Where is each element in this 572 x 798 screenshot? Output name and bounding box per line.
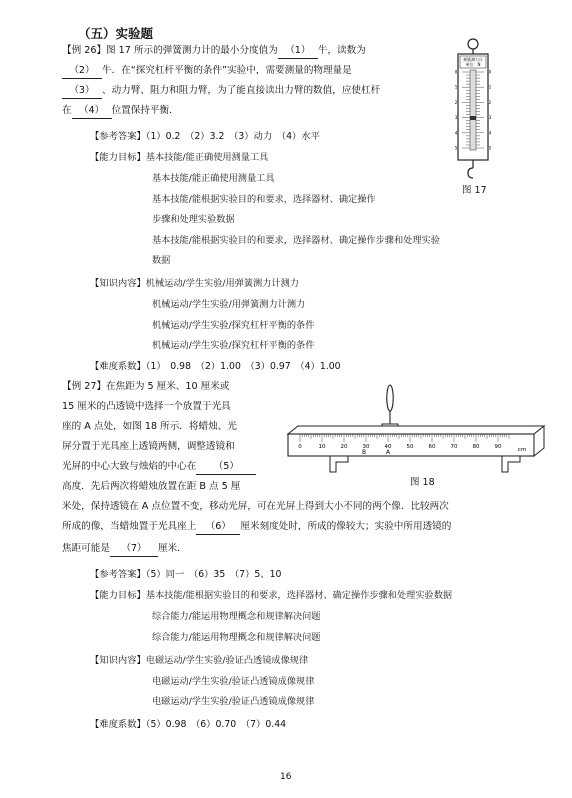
- ex26-answer: 【参考答案】（1）0.2 （2）3.2 （3）动力 （4）水平: [90, 131, 320, 142]
- bench-tick-label: 60: [428, 444, 436, 450]
- top-ring: [468, 39, 478, 49]
- point-b-label: B: [361, 449, 367, 456]
- spring-scale-figure: [446, 36, 506, 194]
- ex27-blank5: （5）: [196, 460, 256, 475]
- figure17-caption: 图 17: [462, 185, 487, 196]
- ex26-ability-item: 数据: [152, 255, 171, 266]
- scale-tick-label: 0: [454, 69, 458, 75]
- cm-unit-label: cm: [517, 447, 527, 453]
- ex26-difficulty: 【难度系数】（1） 0.98 （2）1.00 （3）0.97 （4）1.00: [90, 361, 341, 372]
- ex26-ability-tag: 【能力目标】基本技能/能正确使用测量工具: [90, 152, 269, 163]
- optical-bench-figure: [278, 384, 548, 474]
- ex26-line1: 【例 26】图 17 所示的弹簧测力计的最小分度值为 （1） 牛，读数为: [62, 44, 366, 59]
- scale-tick-label: 0: [488, 69, 492, 75]
- ex27-answer: 【参考答案】（5）同一 （6）35 （7）5、10: [90, 569, 282, 580]
- bench-tick-label: 50: [406, 444, 414, 450]
- scale-tick-label: 2: [454, 99, 458, 105]
- ex27-line3: 座的 A 点处，如图 18 所示．将蜡烛、光: [62, 421, 237, 432]
- ex27-difficulty: 【难度系数】（5）0.98 （6）0.70 （7）0.44: [90, 719, 287, 730]
- page-number: 16: [280, 772, 292, 782]
- spring-slot: [470, 70, 476, 150]
- ex27-knowledge-tag: 【知识内容】电磁运动/学生实验/验证凸透镜成像规律: [90, 655, 309, 666]
- ex26-line4: 在 （4） 位置保持平衡．: [62, 104, 179, 119]
- scale-tick-label: 5: [454, 145, 458, 151]
- ex27-line4: 屏分置于光具座上透镜两侧，调整透镜和: [62, 441, 235, 452]
- scale-tick-label: 3: [488, 115, 492, 121]
- ex26-knowledge-item: 机械运动/学生实验/探究杠杆平衡的条件: [152, 340, 315, 351]
- scale-tick-label: 4: [488, 130, 492, 136]
- ex26-ability-item: 基本技能/能根据实验目的和要求，选择器材、确定操作步骤和处理实验: [152, 235, 440, 246]
- ex26-line2: （2） 牛．在“探究杠杆平衡的条件”实验中，需要测量的物理量是: [62, 64, 352, 79]
- bench-leg-right: [502, 456, 520, 472]
- section-title: （五）实验题: [78, 26, 154, 41]
- ex27-line2: 15 厘米的凸透镜中选择一个放置于光具: [62, 401, 231, 412]
- bench-tick-label: 0: [298, 444, 302, 450]
- ex26-ability-item: 基本技能/能根据实验目的和要求，选择器材、确定操作: [152, 194, 376, 205]
- ex26-knowledge-item: 机械运动/学生实验/用弹簧测力计测力: [152, 299, 306, 310]
- ex27-blank7: （7）: [110, 542, 158, 557]
- scale-tick-label: 2: [488, 99, 492, 105]
- bench-tick-label: 40: [384, 444, 392, 450]
- ex26-blank1: （1）: [278, 44, 318, 59]
- ex26-blank3: （3）: [62, 84, 102, 99]
- scale-tick-label: 1: [488, 84, 492, 90]
- ex27-blank6: （6）: [196, 520, 240, 535]
- scale-label: 弹簧测力计: [463, 57, 483, 62]
- ex26-ability-item: 基本技能/能正确使用测量工具: [152, 173, 275, 184]
- ex27-ability-item: 综合能力/能运用物理概念和规律解决问题: [152, 632, 321, 643]
- hook: [468, 168, 473, 178]
- scale-tick-label: 4: [454, 130, 458, 136]
- pointer: [470, 116, 476, 120]
- bench-tick-label: 70: [450, 444, 458, 450]
- bench-tick-label: 20: [340, 444, 348, 450]
- ex26-blank4: （4）: [72, 104, 112, 119]
- scale-tick-label: 1: [454, 84, 458, 90]
- ex27-line8: 所成的像，当蜡烛置于光具座上 （6） 厘米刻度处时，所成的像较大；实验中所用透镜的: [62, 520, 451, 535]
- ex26-knowledge-tag: 【知识内容】机械运动/学生实验/用弹簧测力计测力: [90, 278, 299, 289]
- lens: [387, 385, 393, 411]
- bench-tick-label: 80: [472, 444, 480, 450]
- ex27-line7: 米处，保持透镜在 A 点位置不变，移动光屏，可在光屏上得到大小不同的两个像．比较两次: [62, 501, 449, 512]
- ex26-blank2: （2）: [62, 64, 102, 79]
- scale-unit: 单位：N: [465, 62, 481, 67]
- ex27-ability-tag: 【能力目标】基本技能/能根据实验目的和要求，选择器材、确定操作步骤和处理实验数据: [90, 590, 453, 601]
- bench-tick-label: 90: [494, 444, 502, 450]
- ex27-line1: 【例 27】在焦距为 5 厘米、10 厘米或: [62, 381, 230, 392]
- bench-tick-label: 10: [318, 444, 326, 450]
- point-a-label: A: [385, 449, 391, 456]
- scale-tick-label: 5: [488, 145, 492, 151]
- ex27-ability-item: 综合能力/能运用物理概念和规律解决问题: [152, 611, 321, 622]
- bench-tick-label: 30: [362, 444, 370, 450]
- bench-leg-left: [330, 456, 348, 472]
- scale-tick-label: 3: [454, 115, 458, 121]
- ex27-line6: 高度．先后两次将蜡烛放置在距 B 点 5 厘: [62, 481, 241, 492]
- ex27-knowledge-item: 电磁运动/学生实验/验证凸透镜成像规律: [152, 676, 315, 687]
- figure18-caption: 图 18: [410, 477, 435, 488]
- ex26-line3: （3） 、动力臂、阻力和阻力臂，为了能直接读出力臂的数值，应使杠杆: [62, 84, 380, 99]
- ex27-knowledge-item: 电磁运动/学生实验/验证凸透镜成像规律: [152, 696, 315, 707]
- ex26-knowledge-item: 机械运动/学生实验/探究杠杆平衡的条件: [152, 320, 315, 331]
- ex27-line5: 光屏的中心大致与烛焰的中心在 （5）: [62, 460, 256, 475]
- ex27-line9: 焦距可能是 （7） 厘米．: [62, 542, 187, 557]
- ex26-ability-item: 步骤和处理实验数据: [152, 214, 235, 225]
